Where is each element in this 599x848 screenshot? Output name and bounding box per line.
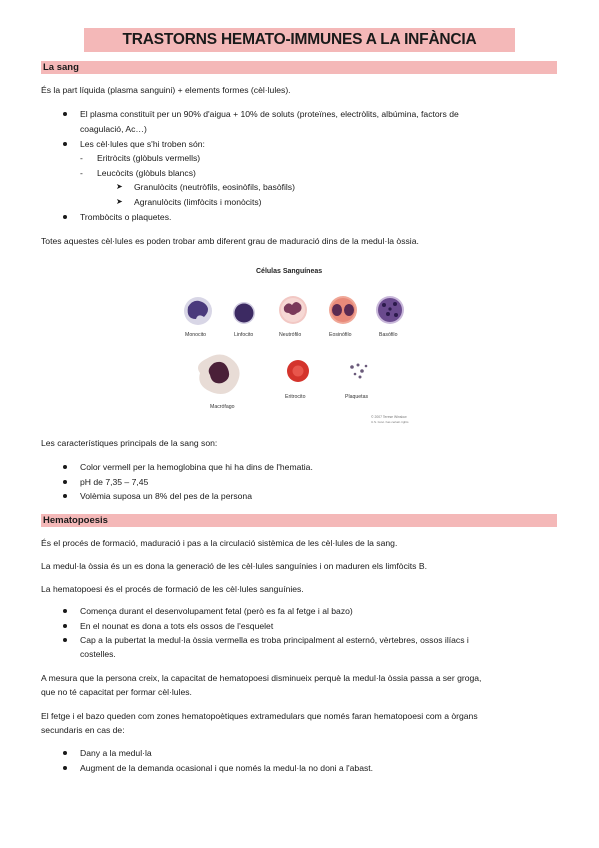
bullet-icon: [63, 142, 67, 146]
eosinophil-image: [329, 296, 357, 324]
page-title: TRASTORNS HEMATO-IMMUNES A LA INFÀNCIA: [84, 28, 515, 52]
list-item: pH de 7,35 – 7,45: [80, 477, 149, 487]
list-item-continuation: coagulació, Ac…): [80, 124, 147, 134]
dash-icon: -: [80, 168, 83, 178]
paragraph: A mesura que la persona creix, la capacitat de hematopoesi disminueix perquè la medul·la òssia passa a ser groga,: [41, 673, 482, 683]
platelets-image: [350, 364, 367, 379]
label-macrofago: Macrófago: [210, 404, 235, 410]
bullet-icon: [63, 609, 67, 613]
list-item: Comença durant el desenvolupament fetal (però es fa al fetge i al bazo): [80, 606, 353, 616]
bullet-icon: [63, 751, 67, 755]
label-linfocito: Linfocito: [234, 332, 254, 338]
paragraph: La medul·la òssia és un es dona la generació de les cèl·lules sanguínies i on maduren els limfòcits B.: [41, 561, 427, 571]
bullet-icon: [63, 215, 67, 219]
list-item: Cap a la pubertat la medul·la òssia vermella es troba principalment al esternó, vèrtebres, ossos ilíacs i: [80, 635, 469, 645]
paragraph: El fetge i el bazo queden com zones hematopoètiques extramedulars que només faran hematopoesi com a òrgans: [41, 711, 478, 721]
section-heading-hematopoesis: Hematopoesis: [41, 514, 557, 527]
label-eritrocito: Eritrocito: [285, 394, 306, 400]
basophil-image: [376, 296, 404, 324]
list-item: Color vermell per la hemoglobina que hi ha dins de l'hematia.: [80, 462, 313, 472]
sub-sub-list-item: Granulòcits (neutròfils, eosinòfils, basòfils): [134, 182, 295, 192]
list-item: El plasma constituït per un 90% d'aigua + 10% de soluts (proteïnes, electròlits, albúmina, factors de: [80, 109, 459, 119]
arrow-bullet-icon: ➤: [116, 197, 123, 206]
marrow-paragraph: Totes aquestes cèl·lules es poden trobar amb diferent grau de maduració dins de la medul·la òssia.: [41, 236, 419, 246]
characteristics-intro: Les característiques principals de la sang son:: [41, 438, 218, 448]
bullet-icon: [63, 465, 67, 469]
list-item: En el nounat es dona a tots els ossos de l'esquelet: [80, 621, 274, 631]
sub-list-item: Eritròcits (glòbuls vermells): [97, 153, 201, 163]
section-heading-la-sang: La sang: [41, 61, 557, 74]
monocyte-image: [184, 297, 212, 325]
list-item: Volèmia suposa un 8% del pes de la persona: [80, 491, 252, 501]
figure-copyright-note: U.S. Govt. has certain rights: [371, 420, 409, 424]
paragraph: La hematopoesi és el procés de formació de les cèl·lules sanguínies.: [41, 584, 304, 594]
bullet-icon: [63, 624, 67, 628]
bullet-icon: [63, 112, 67, 116]
figure-title: Células Sanguíneas: [256, 268, 323, 275]
intro-paragraph: És la part líquida (plasma sanguini) + elements formes (cèl·lules).: [41, 85, 291, 95]
paragraph-continuation: que no té capacitat per formar cèl·lules.: [41, 687, 192, 697]
figure-copyright: © 2007 Terese Winslow: [371, 415, 407, 419]
erythrocyte-image: [287, 360, 309, 382]
bullet-icon: [63, 638, 67, 642]
bullet-icon: [63, 494, 67, 498]
sub-sub-list-item: Agranulòcits (limfòcits i monòcits): [134, 197, 262, 207]
paragraph: És el procés de formació, maduració i pas a la circulació sistèmica de les cèl·lules de la sang.: [41, 538, 398, 548]
label-plaquetas: Plaquetas: [345, 394, 369, 400]
label-monocito: Monocito: [185, 332, 207, 338]
lymphocyte-image: [233, 302, 255, 324]
list-item: Trombòcits o plaquetes.: [80, 212, 172, 222]
list-item: Augment de la demanda ocasional i que només la medul·la no doni a l'abast.: [80, 763, 374, 773]
arrow-bullet-icon: ➤: [116, 182, 123, 191]
paragraph-continuation: secundaris en cas de:: [41, 725, 125, 735]
list-item-continuation: costelles.: [80, 649, 116, 659]
label-eosinofilo: Eosinófilo: [329, 332, 352, 338]
list-item: Dany a la medul·la: [80, 748, 152, 758]
bullet-icon: [63, 480, 67, 484]
label-basofilo: Basófilo: [379, 332, 398, 338]
macrophage-image: [198, 354, 240, 394]
bullet-icon: [63, 766, 67, 770]
sub-list-item: Leucòcits (glòbuls blancs): [97, 168, 196, 178]
blood-cells-figure: [176, 263, 416, 429]
label-neutrofilo: Neutrófilo: [279, 332, 302, 338]
list-item: Les cèl·lules que s'hi troben són:: [80, 139, 205, 149]
neutrophil-image: [279, 296, 307, 324]
dash-icon: -: [80, 153, 83, 163]
